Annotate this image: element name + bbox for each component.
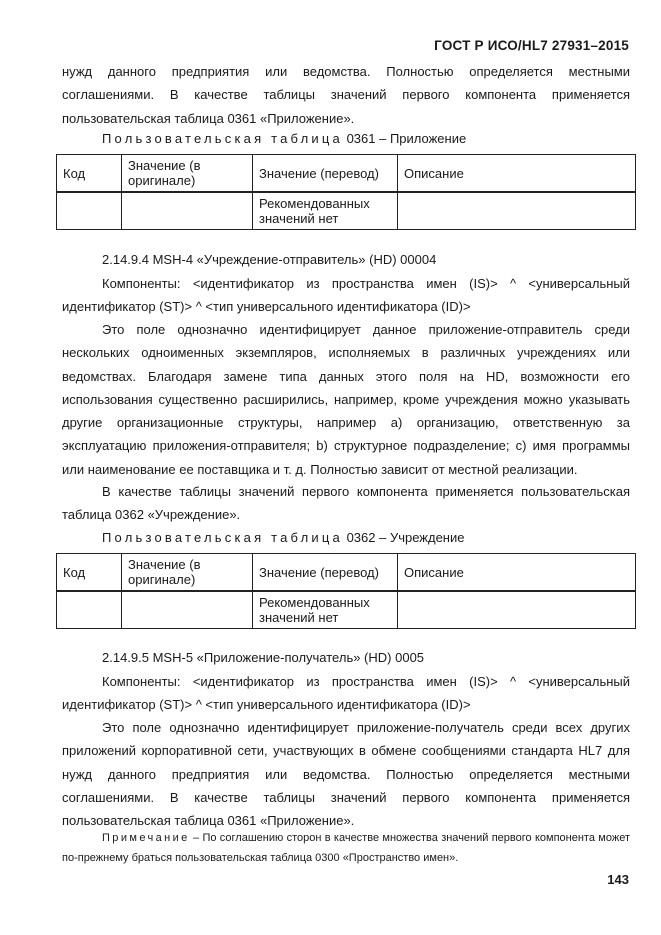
cell-original <box>122 591 253 629</box>
standard-header: ГОСТ Р ИСО/HL7 27931–2015 <box>434 38 629 53</box>
section-heading-msh4: 2.14.9.4 MSH-4 «Учреждение-отправитель» (HD) 00004 <box>102 252 437 267</box>
col-header-original: Значение (в оригинале) <box>122 554 253 592</box>
table-header-row <box>57 155 636 193</box>
col-header-code: Код <box>57 155 122 193</box>
col-header-translation: Значение (перевод) <box>253 155 398 193</box>
cell-code <box>57 192 122 230</box>
note-label: Примечание <box>102 832 190 844</box>
table-ref-msh4: В качестве таблицы значений первого компонента применяется пользовательская таблица 0362 «Учреждение». <box>62 484 630 523</box>
cell-description <box>398 192 636 230</box>
col-header-description: Описание <box>398 554 636 592</box>
section-heading-msh5: 2.14.9.5 MSH-5 «Приложение-получатель» (HD) 0005 <box>102 650 425 665</box>
col-header-original: Значение (в оригинале) <box>122 155 253 193</box>
table-caption-0362 <box>102 528 464 548</box>
table-header-row <box>57 554 636 592</box>
cell-translation: Рекомендованных значений нет <box>253 192 398 230</box>
body-msh4: Это поле однозначно идентифицирует данное приложение-отправитель среди нескольких одноименных экземпляров, исполняемых в различных учреждениях или ведомствах. Благодаря замене типа данных этого поля на HD, возможности его использования существенно расширились, например, кроме учреждения можно указывать другие организационные структуры, например а) организацию, ответственную за эксплуатацию приложения-отправителя; b) структурное подразделение; с) имя программы или наименование ее поставщика и т. д. Полностью зависит от местной реализации. <box>62 322 630 477</box>
cell-original <box>122 192 253 230</box>
caption-rest: 0361 – Приложение <box>346 131 467 146</box>
caption-prefix: Пользовательская таблица <box>102 131 343 146</box>
paragraph-continuation: нужд данного предприятия или ведомства. Полностью определяется местными соглашениями. В качестве таблицы значений первого компонента применяется пользовательская таблица 0361 «Приложение». <box>62 64 630 126</box>
caption-rest: 0362 – Учреждение <box>346 530 465 545</box>
col-header-translation: Значение (перевод) <box>253 554 398 592</box>
col-header-code: Код <box>57 554 122 592</box>
caption-prefix: Пользовательская таблица <box>102 530 343 545</box>
col-header-description: Описание <box>398 155 636 193</box>
table-caption-0361 <box>102 129 466 149</box>
components-msh4: Компоненты: <идентификатор из пространства имен (IS)> ^ <универсальный идентификатор (ST)> ^ <тип универсального идентификатора (ID)> <box>62 276 630 315</box>
page-number: 143 <box>607 872 629 887</box>
body-msh5: Это поле однозначно идентифицирует приложение-получатель среди всех других приложений корпоративной сети, участвующих в обмене сообщениями стандарта HL7 для нужд данного предприятия или ведомства. Полностью определяется местными соглашениями. В качестве таблицы значений первого компонента применяется пользовательская таблица 0361 «Приложение». <box>62 720 630 829</box>
table-0361 <box>56 154 636 230</box>
table-row <box>57 192 636 230</box>
cell-code <box>57 591 122 629</box>
components-msh5: Компоненты: <идентификатор из пространства имен (IS)> ^ <универсальный идентификатор (ST)> ^ <тип универсального идентификатора (ID)> <box>62 674 630 713</box>
cell-description <box>398 591 636 629</box>
note-text: – По соглашению сторон в качестве множества значений первого компонента может по-прежнему браться пользовательская таблица 0300 «Пространство имен». <box>62 832 630 864</box>
cell-translation: Рекомендованных значений нет <box>253 591 398 629</box>
note <box>62 828 630 868</box>
table-0362 <box>56 553 636 629</box>
table-row <box>57 591 636 629</box>
